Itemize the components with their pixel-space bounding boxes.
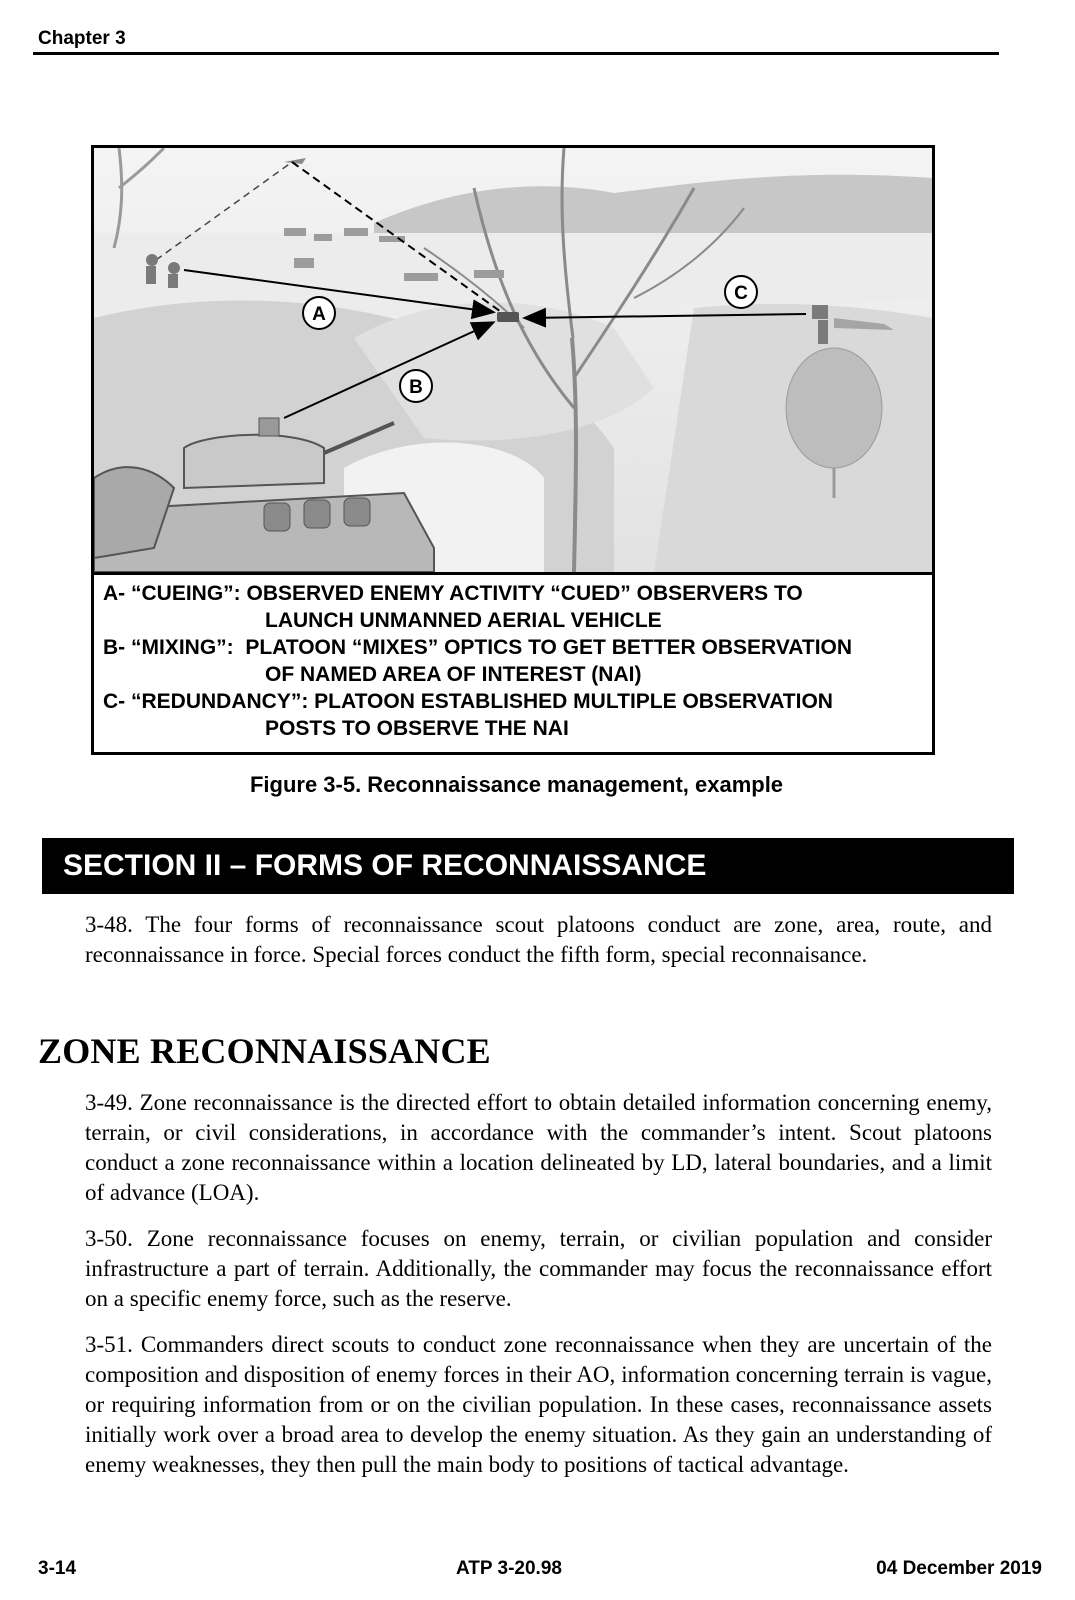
legend-text-c-line2: POSTS TO OBSERVE THE NAI xyxy=(265,717,569,740)
legend-text-b-line2: OF NAMED AREA OF INTEREST (NAI) xyxy=(265,663,642,686)
legend-item-a xyxy=(103,580,931,634)
figure-legend xyxy=(103,580,931,742)
legend-text-a-line1: OBSERVED ENEMY ACTIVITY “CUED” OBSERVERS TO xyxy=(246,582,803,605)
legend-key-a: A- “CUEING”: xyxy=(103,582,247,605)
legend-text-b-line1: PLATOON “MIXES” OPTICS TO GET BETTER OBSERVATION xyxy=(245,636,853,659)
reconnaissance-scene xyxy=(94,148,932,572)
paragraph-3-49: 3-49. Zone reconnaissance is the directed effort to obtain detailed information concerning enemy, terrain, or civil considerations, in accordance with the commander’s intent. Scout platoons conduct a zone reconnaissance within a location delineated by LD, lateral boundaries, and a limit of advance (LOA). xyxy=(85,1090,992,1205)
zone-reconnaissance-heading: ZONE RECONNAISSANCE xyxy=(38,1031,491,1071)
paragraph-3-51: 3-51. Commanders direct scouts to conduct zone reconnaissance when they are uncertain of the composition and disposition of enemy forces in their AO, information concerning terrain is vague, or requiring information from or on the civilian population. In these cases, reconnaissance assets initially work over a broad area to develop the enemy situation. As they gain an understanding of enemy weaknesses, they then pull the main body to positions of tactical advantage. xyxy=(85,1332,992,1477)
label-a-icon xyxy=(303,297,335,329)
figure-3-5 xyxy=(91,145,935,755)
footer-page-number: 3-14 xyxy=(38,1558,77,1579)
figure-illustration xyxy=(94,148,932,575)
label-a: A xyxy=(312,304,326,325)
legend-item-b xyxy=(103,634,931,688)
paragraph-3-50: 3-50. Zone reconnaissance focuses on enemy, terrain, or civilian population and consider infrastructure a part of terrain. Additionally, the commander may focus the reconnaissance effort on a specific enemy force, such as the reserve. xyxy=(85,1226,992,1311)
legend-text-a-line2: LAUNCH UNMANNED AERIAL VEHICLE xyxy=(265,609,662,632)
legend-text-c-line1: PLATOON ESTABLISHED MULTIPLE OBSERVATION xyxy=(314,690,833,713)
figure-caption: Figure 3-5. Reconnaissance management, example xyxy=(249,772,784,797)
header-rule xyxy=(33,52,999,55)
footer-publication: ATP 3-20.98 xyxy=(456,1558,562,1579)
footer-date: 04 December 2019 xyxy=(876,1558,1042,1579)
label-b: B xyxy=(409,377,423,398)
section-heading: SECTION II – FORMS OF RECONNAISSANCE xyxy=(42,838,1014,894)
label-c: C xyxy=(734,283,748,304)
enemy-vehicle-nai-icon xyxy=(497,312,519,322)
legend-key-b: B- “MIXING”: xyxy=(103,636,246,659)
legend-key-c: C- “REDUNDANCY”: xyxy=(103,690,315,713)
running-head-chapter: Chapter 3 xyxy=(38,28,126,49)
label-b-icon xyxy=(400,370,432,402)
label-c-icon xyxy=(725,276,757,308)
legend-item-c xyxy=(103,688,931,742)
paragraph-3-48: 3-48. The four forms of reconnaissance scout platoons conduct are zone, area, route, and reconnaissance in force. Special forces conduct the fifth form, special reconnaisance. xyxy=(85,912,992,967)
